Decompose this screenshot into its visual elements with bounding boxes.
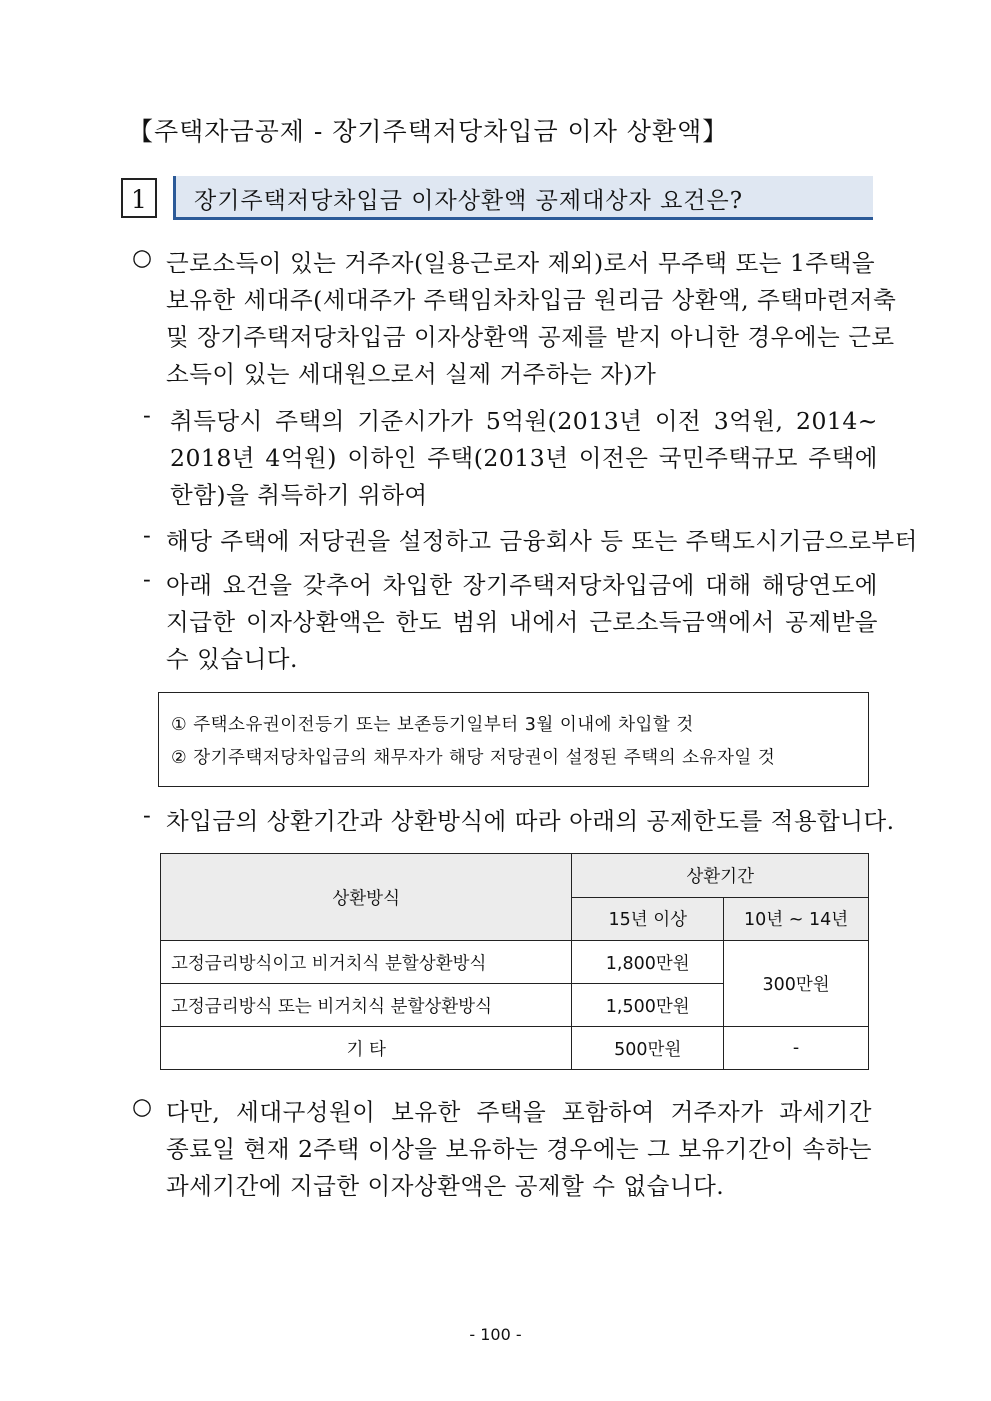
table-row xyxy=(161,1027,869,1070)
limit-15-cell: 500만원 xyxy=(572,1027,724,1070)
text-line: 해당 주택에 저당권을 설정하고 금융회사 등 또는 주택도시기금으로부터 xyxy=(166,527,918,555)
header-15-years: 15년 이상 xyxy=(572,897,724,941)
table-header-row xyxy=(161,854,869,898)
paragraph-acquisition xyxy=(170,403,878,514)
table-row xyxy=(161,941,869,984)
limit-15-cell: 1,500만원 xyxy=(572,984,724,1027)
text-line: 아래 요건을 갖추어 차입한 장기주택저당차입금에 대해 해당연도에 xyxy=(166,571,878,599)
dash-bullet: - xyxy=(143,567,151,593)
header-method: 상환방식 xyxy=(161,854,572,941)
question-text: 장기주택저당차입금 이자상환액 공제대상자 요건은? xyxy=(194,188,744,214)
text-line: 근로소득이 있는 거주자(일용근로자 제외)로서 무주택 또는 1주택을 xyxy=(166,249,876,277)
circle-bullet: ○ xyxy=(132,1094,153,1120)
question-banner xyxy=(173,176,873,220)
method-cell: 기 타 xyxy=(161,1027,572,1070)
header-10-14-years: 10년 ~ 14년 xyxy=(724,897,869,941)
limit-10-14-cell: - xyxy=(724,1027,869,1070)
paragraph-deduction xyxy=(166,567,878,678)
paragraph-limits-intro xyxy=(166,803,895,840)
limit-10-14-merged-cell: 300만원 xyxy=(724,941,869,1027)
method-cell: 고정금리방식 또는 비거치식 분할상환방식 xyxy=(161,984,572,1027)
requirement-item: ① 주택소유권이전등기 또는 보존등기일부터 3월 이내에 차입할 것 xyxy=(171,715,694,735)
circle-bullet: ○ xyxy=(132,245,153,271)
paragraph-mortgage xyxy=(166,523,918,560)
question-number-box: 1 xyxy=(121,178,157,218)
text-line: 차입금의 상환기간과 상환방식에 따라 아래의 공제한도를 적용합니다. xyxy=(166,807,895,835)
text-line: 소득이 있는 세대원으로서 실제 거주하는 자)가 xyxy=(166,360,657,388)
header-period: 상환기간 xyxy=(572,854,869,898)
page-title: 【주택자금공제 - 장기주택저당차입금 이자 상환액】 xyxy=(128,117,729,146)
dash-bullet: - xyxy=(143,803,151,829)
text-line: 다만, 세대구성원이 보유한 주택을 포함하여 거주자가 과세기간 xyxy=(166,1098,872,1126)
text-line: 종료일 현재 2주택 이상을 보유하는 경우에는 그 보유기간이 속하는 xyxy=(166,1135,872,1163)
method-cell: 고정금리방식이고 비거치식 분할상환방식 xyxy=(161,941,572,984)
text-line: 취득당시 주택의 기준시가가 5억원(2013년 이전 3억원, 2014~ xyxy=(170,407,878,435)
text-line: 수 있습니다. xyxy=(166,645,298,673)
text-line: 과세기간에 지급한 이자상환액은 공제할 수 없습니다. xyxy=(166,1172,725,1200)
limit-15-cell: 1,800만원 xyxy=(572,941,724,984)
text-line: 및 장기주택저당차입금 이자상환액 공제를 받지 아니한 경우에는 근로 xyxy=(166,323,895,351)
paragraph-eligibility xyxy=(166,245,897,393)
text-line: 한함)을 취득하기 위하여 xyxy=(170,481,428,509)
requirement-item: ② 장기주택저당차입금의 채무자가 해당 저당권이 설정된 주택의 소유자일 것 xyxy=(171,748,776,768)
page-number: - 100 - xyxy=(469,1325,522,1344)
dash-bullet: - xyxy=(143,523,151,549)
deduction-limits-table xyxy=(160,853,869,1070)
requirements-box xyxy=(158,692,869,787)
paragraph-exception xyxy=(166,1094,872,1205)
text-line: 지급한 이자상환액은 한도 범위 내에서 근로소득금액에서 공제받을 xyxy=(166,608,878,636)
text-line: 2018년 4억원) 이하인 주택(2013년 이전은 국민주택규모 주택에 xyxy=(170,444,878,472)
dash-bullet: - xyxy=(143,403,151,429)
text-line: 보유한 세대주(세대주가 주택임차차입금 원리금 상환액, 주택마련저축 xyxy=(166,286,897,314)
